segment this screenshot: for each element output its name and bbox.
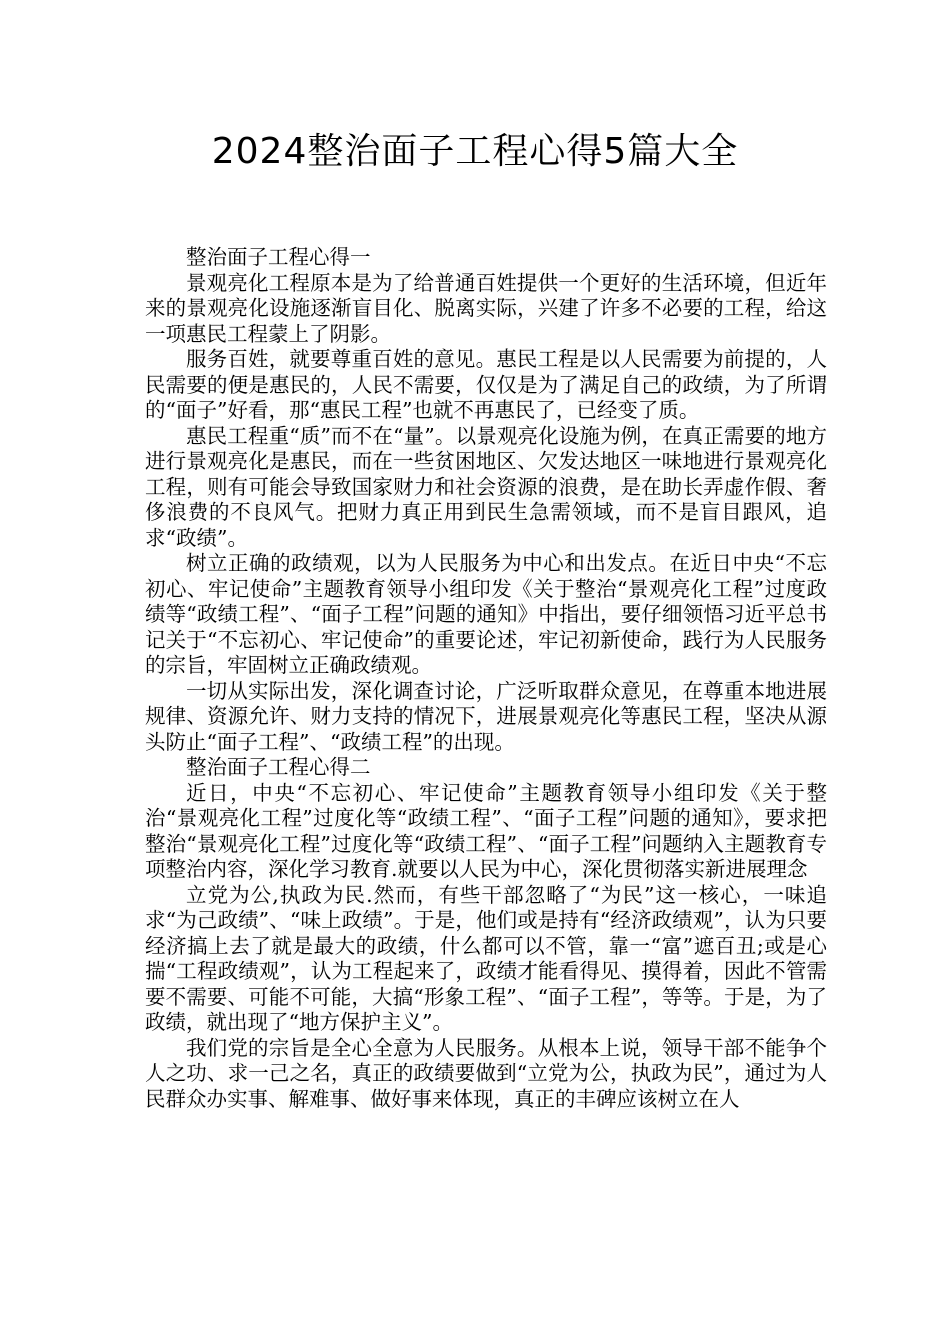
paragraph: 景观亮化工程原本是为了给普通百姓提供一个更好的生活环境，但近年来的景观亮化设施逐渐盲目化、脱离实际，兴建了许多不必要的工程，给这一项惠民工程蒙上了阴影。: [145, 270, 827, 346]
document-title: 2024整治面子工程心得5篇大全: [211, 131, 739, 172]
section-heading-2: 整治面子工程心得二: [186, 755, 371, 779]
paragraph: 立党为公,执政为民.然而，有些干部忽略了“为民”这一核心，一味追求“为己政绩”、“味上政绩”。于是，他们或是持有“经济政绩观”，认为只要经济搞上去了就是最大的政绩，什么都可以不管，靠一“富”遮百丑;或是心揣“工程政绩观”，认为工程起来了，政绩才能看得见、摸得着，因此不管需要不需要、可能不可能，大搞“形象工程”、“面子工程”，等等。于是，为了政绩，就出现了“地方保护主义”。: [145, 882, 827, 1034]
paragraph: 惠民工程重“质”而不在“量”。以景观亮化设施为例，在真正需要的地方进行景观亮化是惠民，而在一些贫困地区、欠发达地区一味地进行景观亮化工程，则有可能会导致国家财力和社会资源的浪费，是在助长弄虚作假、奢侈浪费的不良风气。把财力真正用到民生急需领域，而不是盲目跟风，追求“政绩”。: [145, 423, 827, 550]
paragraph: 我们党的宗旨是全心全意为人民服务。从根本上说，领导干部不能争个人之功、求一己之名，真正的政绩要做到“立党为公，执政为民”，通过为人民群众办实事、解难事、做好事来体现，真正的丰碑应该树立在人: [145, 1035, 827, 1111]
paragraph: 近日，中央“不忘初心、牢记使命”主题教育领导小组印发《关于整治“景观亮化工程”过度化等“政绩工程”、“面子工程”问题的通知》，要求把整治“景观亮化工程”过度化等“政绩工程”、“面子工程”问题纳入主题教育专项整治内容，深化学习教育.就要以人民为中心，深化贯彻落实新进展理念: [145, 780, 827, 881]
paragraph: 一切从实际出发，深化调查讨论，广泛听取群众意见，在尊重本地进展规律、资源允许、财力支持的情况下，进展景观亮化等惠民工程，坚决从源头防止“面子工程”、“政绩工程”的出现。: [145, 678, 827, 754]
paragraph: 服务百姓，就要尊重百姓的意见。惠民工程是以人民需要为前提的，人民需要的便是惠民的，人民不需要，仅仅是为了满足自己的政绩，为了所谓的“面子”好看，那“惠民工程”也就不再惠民了，已经变了质。: [145, 347, 827, 422]
document-body: [145, 245, 827, 1112]
paragraph: 树立正确的政绩观，以为人民服务为中心和出发点。在近日中央“不忘初心、牢记使命”主题教育领导小组印发《关于整治“景观亮化工程”过度政绩等“政绩工程”、“面子工程”问题的通知》中指出，要仔细领悟习近平总书记关于“不忘初心、牢记使命”的重要论述，牢记初新使命，践行为人民服务的宗旨，牢固树立正确政绩观。: [145, 551, 827, 677]
section-heading-1: 整治面子工程心得一: [186, 245, 371, 269]
